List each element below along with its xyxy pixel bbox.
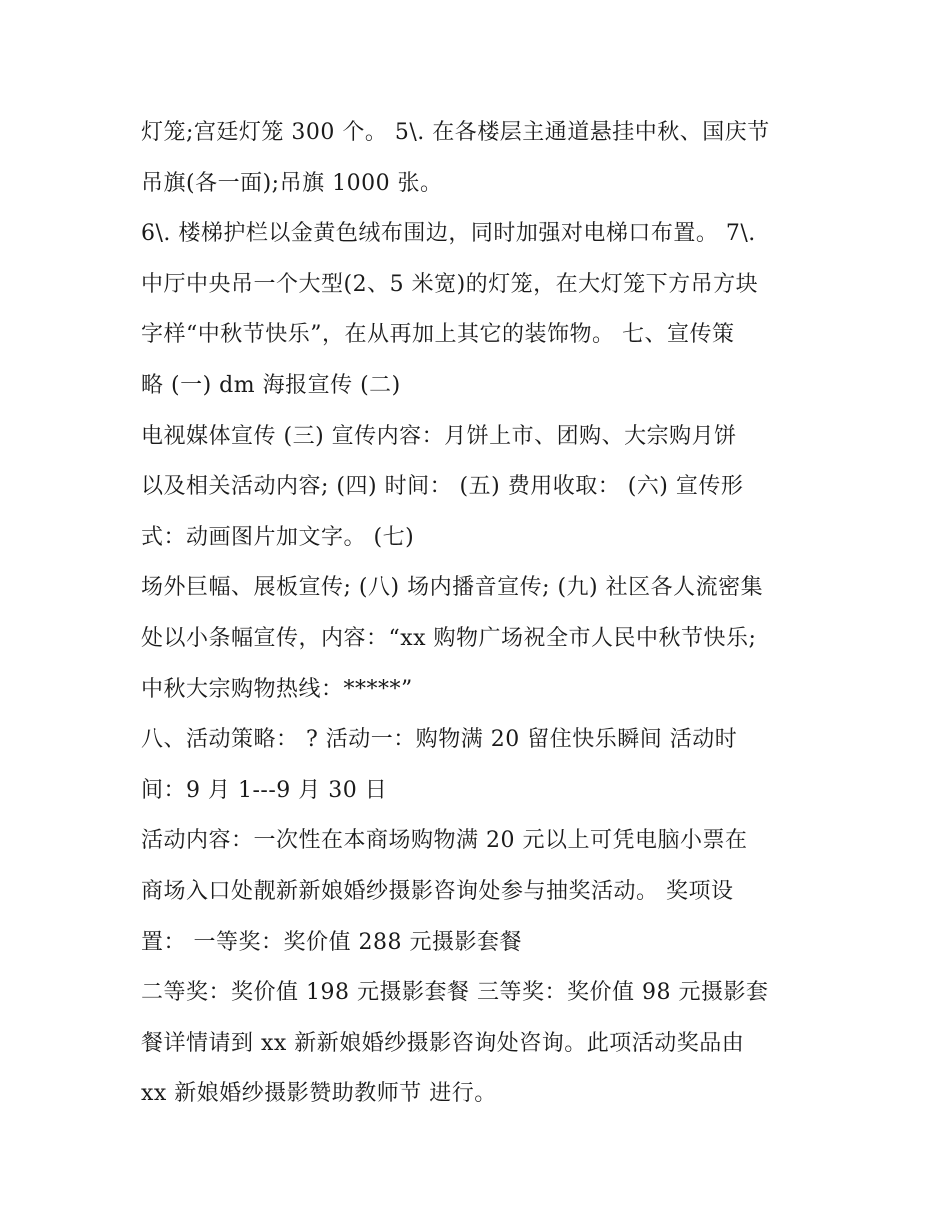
text-line: 处以小条幅宣传，内容：“xx 购物广场祝全市人民中秋节快乐;: [141, 625, 757, 651]
text-line: xx 新娘婚纱摄影赞助教师节 进行。: [141, 1081, 497, 1107]
text-line: 式：动画图片加文字。 (七): [141, 524, 415, 550]
text-line: 电视媒体宣传 (三) 宣传内容：月饼上市、团购、大宗购月饼: [141, 423, 737, 449]
text-line: 活动内容：一次性在本商场购物满 20 元以上可凭电脑小票在: [141, 828, 748, 854]
document-body: [141, 108, 821, 1120]
text-line: 灯笼;宫廷灯笼 300 个。 5\. 在各楼层主通道悬挂中秋、国庆节: [141, 120, 770, 145]
text-line: 略 (一) dm 海报宣传 (二): [141, 372, 401, 398]
text-line: 字样“中秋节快乐”，在从再加上其它的装饰物。 七、宣传策: [141, 322, 735, 348]
text-line: 间：9 月 1---9 月 30 日: [141, 777, 388, 803]
text-line: 吊旗(各一面);吊旗 1000 张。: [141, 170, 443, 196]
text-line: 场外巨幅、展板宣传; (八) 场内播音宣传; (九) 社区各人流密集: [141, 575, 764, 601]
text-line: 以及相关活动内容; (四) 时间： (五) 费用收取： (六) 宣传形: [141, 474, 744, 500]
text-line: 八、活动策略： ? 活动一：购物满 20 留住快乐瞬间 活动时: [141, 727, 738, 753]
text-line: 二等奖：奖价值 198 元摄影套餐 三等奖：奖价值 98 元摄影套: [141, 980, 769, 1006]
text-line: 商场入口处靓新新娘婚纱摄影咨询处参与抽奖活动。 奖项设: [141, 878, 734, 904]
text-line: 中厅中央吊一个大型(2、5 米宽)的灯笼，在大灯笼下方吊方块: [141, 271, 759, 297]
text-line: 6\. 楼梯护栏以金黄色绒布围边，同时加强对电梯口布置。 7\.: [141, 221, 756, 247]
text-line: 置： 一等奖：奖价值 288 元摄影套餐: [141, 929, 522, 955]
text-line: 中秋大宗购物热线：*****”: [141, 676, 413, 702]
text-line: 餐详情请到 xx 新新娘婚纱摄影咨询处咨询。此项活动奖品由: [141, 1030, 745, 1056]
